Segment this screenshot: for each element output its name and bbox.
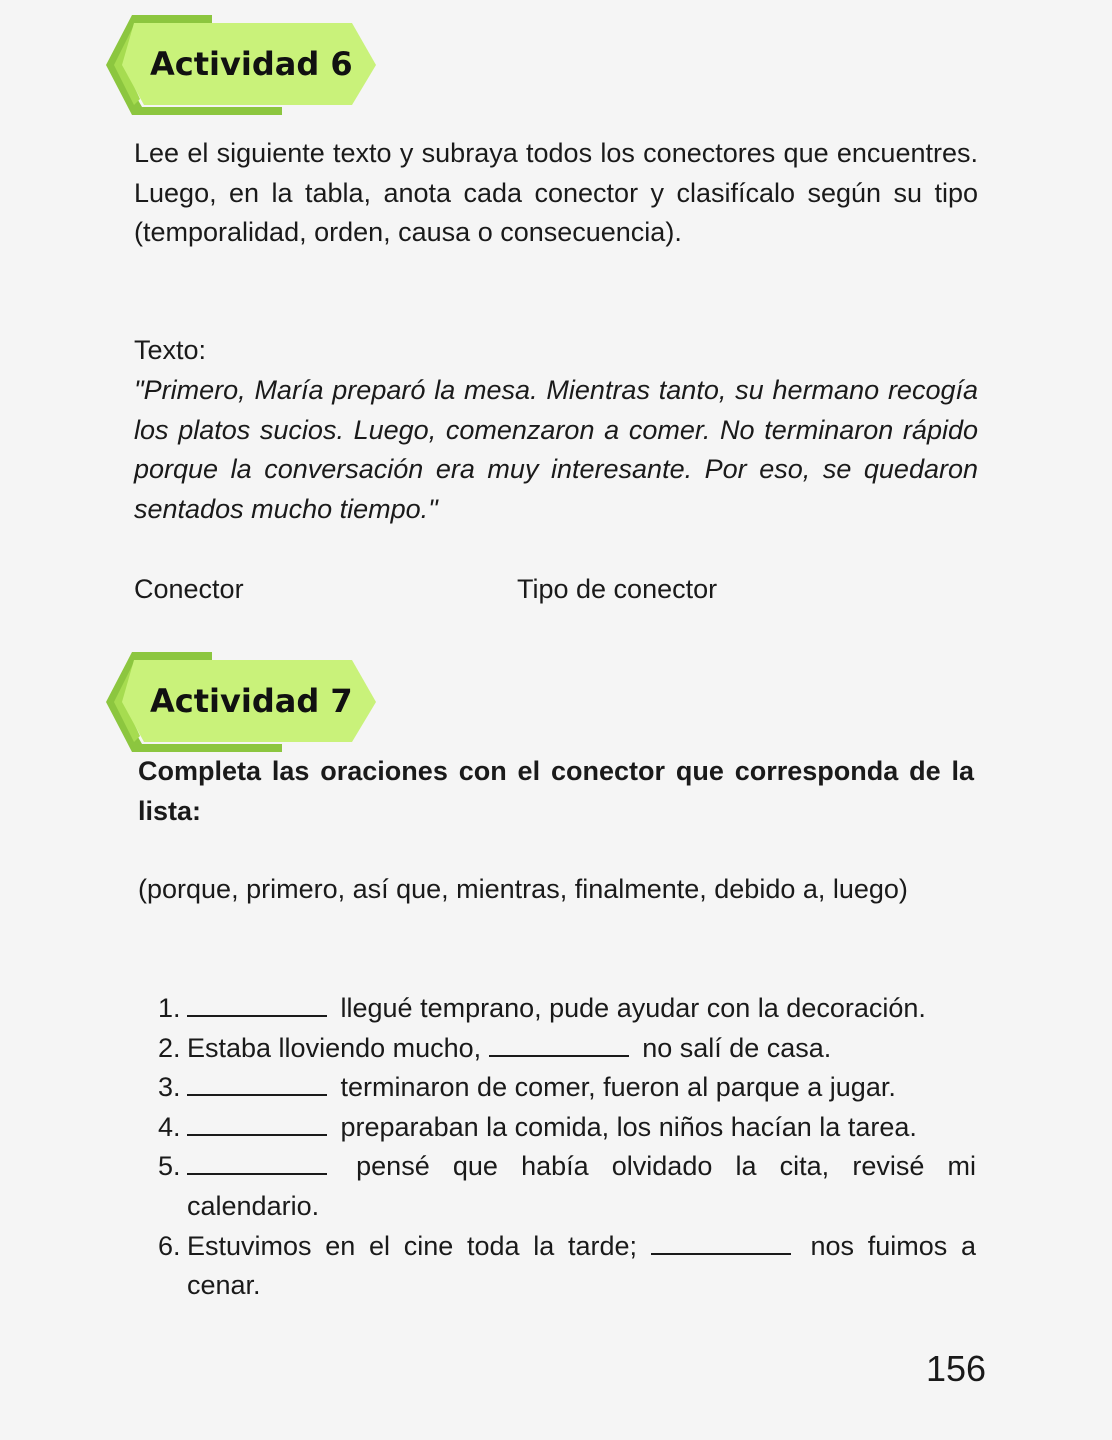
table-header-connector: Conector [134,574,244,604]
list-item: 2. Estaba lloviendo mucho, no salí de casa. [158,1029,976,1069]
answer-blank[interactable] [187,1112,327,1136]
item-number: 4. [158,1111,181,1142]
item-number: 2. [158,1032,181,1063]
list-item: 1. llegué temprano, pude ayudar con la decoración. [158,989,976,1029]
sentence-list [158,989,976,1306]
page-number: 156 [926,1348,987,1389]
answer-blank[interactable] [489,1033,629,1057]
item-number: 3. [158,1072,181,1103]
connector-word-list: (porque, primero, así que, mientras, finalmente, debido a, luego) [138,874,908,904]
activity-6-title: Actividad 6 [150,45,353,83]
text-passage: "Primero, María preparó la mesa. Mientras tanto, su hermano recogía los platos sucios. Luego, comenzaron a comer. No terminaron rápido porque la conversación era muy interesante. Por eso, se quedaron sentados mucho tiempo." [134,375,978,524]
answer-blank[interactable] [651,1231,791,1255]
activity-6-banner [104,15,380,115]
activity-7-banner [104,652,380,752]
table-header-type: Tipo de conector [517,574,718,604]
list-item: 5. pensé que había olvidado la cita, revisé mi calendario. [158,1147,976,1226]
list-item: 4. preparaban la comida, los niños hacían la tarea. [158,1108,976,1148]
activity-6-instructions: Lee el siguiente texto y subraya todos los conectores que encuentres. Luego, en la tabla, anota cada conector y clasifícalo según su tipo (temporalidad, orden, causa o consecuencia). [134,138,978,248]
answer-blank[interactable] [187,1151,327,1175]
answer-blank[interactable] [187,993,327,1017]
item-number: 6. [158,1230,181,1261]
activity-7-instructions: Completa las oraciones con el conector que corresponda de la lista: [138,756,974,826]
item-number: 5. [158,1151,181,1182]
text-label: Texto: [134,335,207,365]
answer-blank[interactable] [187,1072,327,1096]
list-item: 3. terminaron de comer, fueron al parque a jugar. [158,1068,976,1108]
item-number: 1. [158,993,181,1023]
list-item: 6. Estuvimos en el cine toda la tarde; nos fuimos a cenar. [158,1227,976,1306]
activity-7-title: Actividad 7 [150,682,353,720]
